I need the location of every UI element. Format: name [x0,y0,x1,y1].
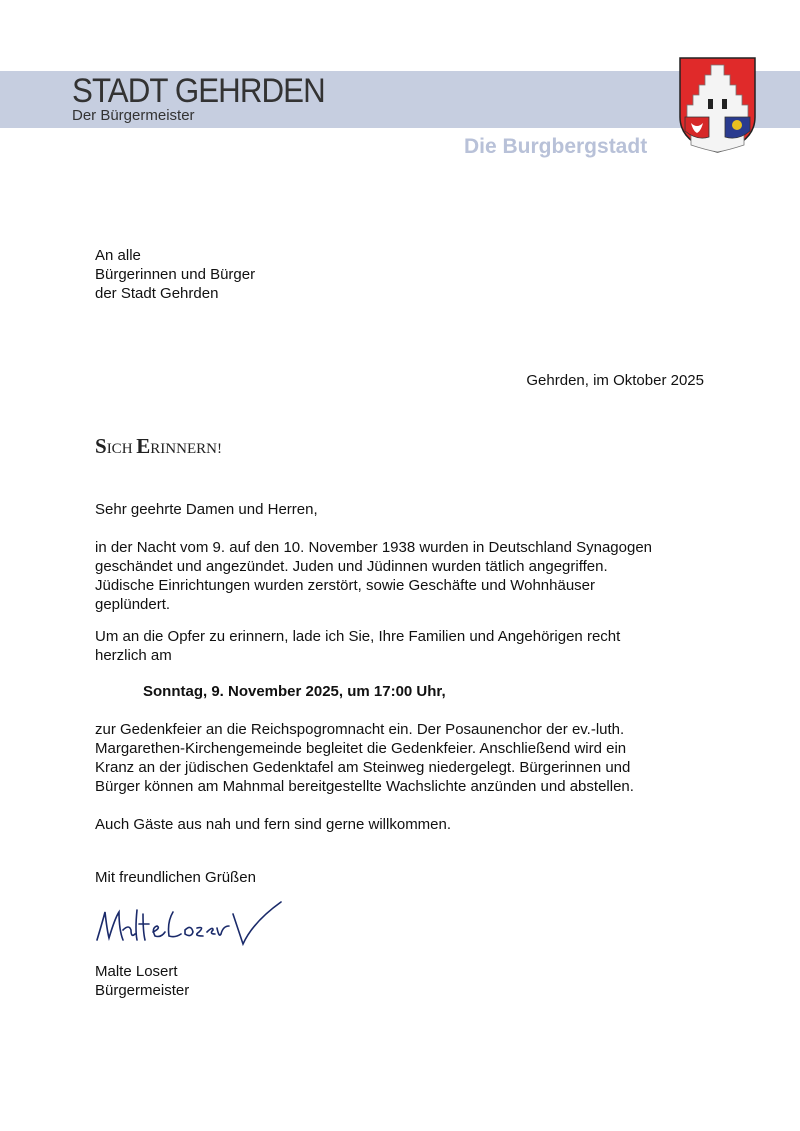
closing: Mit freundlichen Grüßen [95,869,256,886]
signer-title: Bürgermeister [95,982,190,999]
subject-part: RINNERN! [150,441,222,457]
office-name: Der Bürgermeister [72,107,195,124]
paragraph-line: geschändet und angezündet. Juden und Jüdinnen wurden tätlich angegriffen. [95,558,608,575]
signer-name: Malte Losert [95,963,178,980]
address-line: Bürgerinnen und Bürger [95,266,256,283]
event-date: Sonntag, 9. November 2025, um 17:00 Uhr, [143,683,446,700]
address-line: der Stadt Gehrden [95,285,219,302]
city-name: STADT GEHRDEN [72,72,325,110]
address-line: An alle [95,247,141,264]
subject-part: ICH [106,441,137,457]
paragraph-line: in der Nacht vom 9. auf den 10. November 1938 wurden in Deutschland Synagogen [95,539,653,556]
paragraph-line: Auch Gäste aus nah und fern sind gerne willkommen. [95,816,452,833]
paragraph-line: herzlich am [95,647,172,664]
paragraph-line: Jüdische Einrichtungen wurden zerstört, sowie Geschäfte und Wohnhäuser [95,577,596,594]
paragraph-line: Bürger können am Mahnmal bereitgestellte Wachslichte anzünden und abstellen. [95,778,634,795]
subject-heading [95,434,222,459]
slogan: Die Burgbergstadt [464,135,648,158]
coat-of-arms-icon [679,57,756,153]
paragraph-line: Um an die Opfer zu erinnern, lade ich Sie, Ihre Familien und Angehörigen recht [95,628,621,645]
paragraph-line: geplündert. [95,596,171,613]
date-line: Gehrden, im Oktober 2025 [526,372,704,389]
paragraph-line: zur Gedenkfeier an die Reichspogromnacht ein. Der Posaunenchor der ev.-luth. [95,721,625,738]
signature [93,900,288,960]
subject-initial: E [136,434,151,458]
paragraph-line: Margarethen-Kirchengemeinde begleitet die Gedenkfeier. Anschließend wird ein [95,740,627,757]
paragraph-line: Kranz an der jüdischen Gedenktafel am Steinweg niedergelegt. Bürgerinnen und [95,759,631,776]
salutation: Sehr geehrte Damen und Herren, [95,501,318,518]
subject-initial: S [95,434,107,458]
